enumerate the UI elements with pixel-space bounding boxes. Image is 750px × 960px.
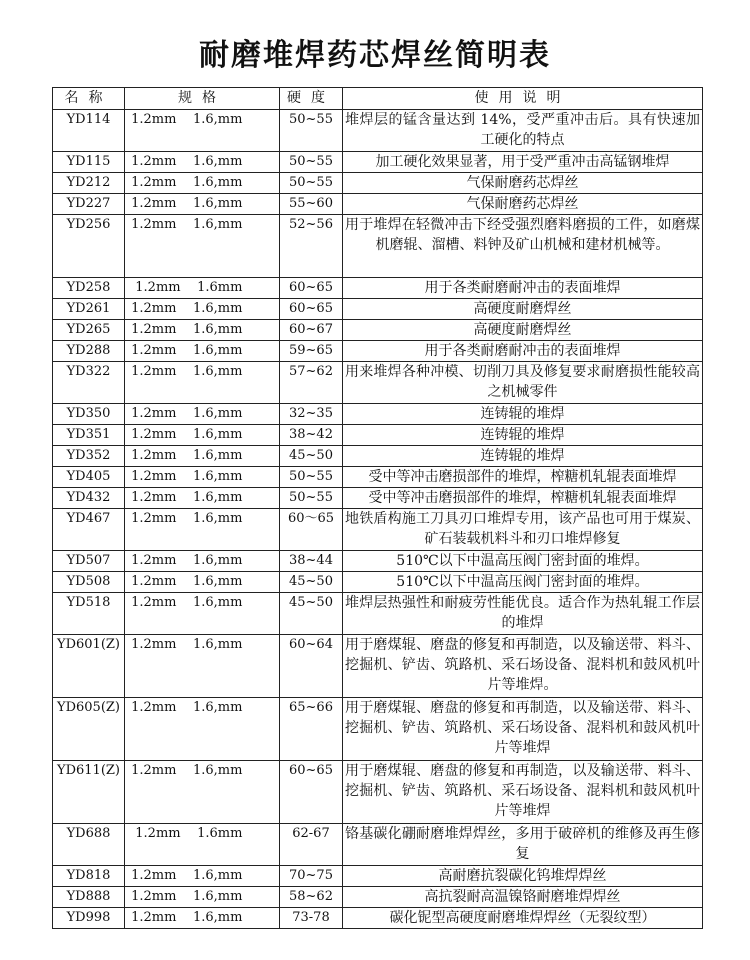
hardness-cell: 60～65 bbox=[280, 509, 343, 551]
table-row bbox=[53, 341, 703, 362]
size-cell: 1.2mm 1.6,mm bbox=[125, 593, 280, 635]
hardness-cell: 57~62 bbox=[280, 362, 343, 404]
usage-cell: 连铸辊的堆焊 bbox=[343, 425, 703, 446]
usage-cell: 气保耐磨药芯焊丝 bbox=[343, 194, 703, 215]
model-cell: YD688 bbox=[53, 824, 125, 866]
usage-cell: 碳化铌型高硬度耐磨堆焊焊丝（无裂纹型） bbox=[343, 908, 703, 929]
size-cell: 1.2mm 1.6,mm bbox=[125, 908, 280, 929]
hardness-cell: 45~50 bbox=[280, 446, 343, 467]
usage-cell: 用于各类耐磨耐冲击的表面堆焊 bbox=[343, 278, 703, 299]
size-cell: 1.2mm 1.6,mm bbox=[125, 341, 280, 362]
model-cell: YD601(Z) bbox=[53, 635, 125, 698]
table-row bbox=[53, 299, 703, 320]
usage-cell: 受中等冲击磨损部件的堆焊，榨糖机轧辊表面堆焊 bbox=[343, 467, 703, 488]
model-cell: YD518 bbox=[53, 593, 125, 635]
hardness-cell: 58~62 bbox=[280, 887, 343, 908]
model-cell: YD432 bbox=[53, 488, 125, 509]
model-cell: YD265 bbox=[53, 320, 125, 341]
usage-cell: 510℃以下中温高压阀门密封面的堆焊。 bbox=[343, 572, 703, 593]
usage-cell: 510℃以下中温高压阀门密封面的堆焊。 bbox=[343, 551, 703, 572]
hardness-cell: 38~42 bbox=[280, 425, 343, 446]
usage-cell: 用来堆焊各种冲模、切削刀具及修复要求耐磨损性能较高之机械零件 bbox=[343, 362, 703, 404]
size-cell: 1.2mm 1.6,mm bbox=[125, 866, 280, 887]
table-row bbox=[53, 278, 703, 299]
usage-cell: 铬基碳化硼耐磨堆焊焊丝，多用于破碎机的维修及再生修复 bbox=[343, 824, 703, 866]
table-row bbox=[53, 509, 703, 551]
hardness-cell: 45~50 bbox=[280, 593, 343, 635]
hardness-cell: 65~66 bbox=[280, 698, 343, 761]
size-cell: 1.2mm 1.6,mm bbox=[125, 404, 280, 425]
table-row bbox=[53, 761, 703, 824]
header-usage: 使用说明 bbox=[343, 88, 703, 110]
size-cell: 1.2mm 1.6,mm bbox=[125, 488, 280, 509]
table-row bbox=[53, 551, 703, 572]
hardness-cell: 50~55 bbox=[280, 488, 343, 509]
usage-cell: 地铁盾构施工刀具刃口堆焊专用，该产品也可用于煤炭、矿石装载机料斗和刃口堆焊修复 bbox=[343, 509, 703, 551]
hardness-cell: 70~75 bbox=[280, 866, 343, 887]
table-row bbox=[53, 467, 703, 488]
size-cell: 1.2mm 1.6,mm bbox=[125, 152, 280, 173]
table-row bbox=[53, 635, 703, 698]
hardness-cell: 50~55 bbox=[280, 152, 343, 173]
size-cell: 1.2mm 1.6,mm bbox=[125, 320, 280, 341]
model-cell: YD351 bbox=[53, 425, 125, 446]
hardness-cell: 73-78 bbox=[280, 908, 343, 929]
size-cell: 1.2mm 1.6,mm bbox=[125, 761, 280, 824]
model-cell: YD507 bbox=[53, 551, 125, 572]
table-row bbox=[53, 887, 703, 908]
usage-cell: 连铸辊的堆焊 bbox=[343, 404, 703, 425]
table-row bbox=[53, 698, 703, 761]
hardness-cell: 62-67 bbox=[280, 824, 343, 866]
model-cell: YD258 bbox=[53, 278, 125, 299]
table-row bbox=[53, 362, 703, 404]
model-cell: YD288 bbox=[53, 341, 125, 362]
hardness-cell: 60~65 bbox=[280, 299, 343, 320]
table-row bbox=[53, 593, 703, 635]
table-row bbox=[53, 425, 703, 446]
table-row bbox=[53, 488, 703, 509]
hardness-cell: 45~50 bbox=[280, 572, 343, 593]
usage-cell: 用于各类耐磨耐冲击的表面堆焊 bbox=[343, 341, 703, 362]
size-cell: 1.2mm 1.6,mm bbox=[125, 299, 280, 320]
table-row bbox=[53, 194, 703, 215]
model-cell: YD818 bbox=[53, 866, 125, 887]
model-cell: YD611(Z) bbox=[53, 761, 125, 824]
size-cell: 1.2mm 1.6mm bbox=[125, 824, 280, 866]
hardness-cell: 60~65 bbox=[280, 761, 343, 824]
usage-cell: 堆焊层的锰含量达到 14%，受严重冲击后。具有快速加工硬化的特点 bbox=[343, 110, 703, 152]
table-row bbox=[53, 110, 703, 152]
usage-cell: 高耐磨抗裂碳化钨堆焊焊丝 bbox=[343, 866, 703, 887]
size-cell: 1.2mm 1.6,mm bbox=[125, 551, 280, 572]
size-cell: 1.2mm 1.6,mm bbox=[125, 509, 280, 551]
size-cell: 1.2mm 1.6,mm bbox=[125, 215, 280, 278]
hardness-cell: 60~64 bbox=[280, 635, 343, 698]
model-cell: YD256 bbox=[53, 215, 125, 278]
model-cell: YD508 bbox=[53, 572, 125, 593]
model-cell: YD227 bbox=[53, 194, 125, 215]
usage-cell: 用于磨煤辊、磨盘的修复和再制造，以及输送带、料斗、挖掘机、铲齿、筑路机、采石场设备、混料机和鼓风机叶片等堆焊 bbox=[343, 761, 703, 824]
size-cell: 1.2mm 1.6,mm bbox=[125, 887, 280, 908]
spec-table bbox=[52, 87, 703, 929]
hardness-cell: 55~60 bbox=[280, 194, 343, 215]
model-cell: YD322 bbox=[53, 362, 125, 404]
hardness-cell: 60~65 bbox=[280, 278, 343, 299]
size-cell: 1.2mm 1.6,mm bbox=[125, 110, 280, 152]
usage-cell: 高抗裂耐高温镍铬耐磨堆焊焊丝 bbox=[343, 887, 703, 908]
usage-cell: 堆焊层热强性和耐疲劳性能优良。适合作为热轧辊工作层的堆焊 bbox=[343, 593, 703, 635]
model-cell: YD467 bbox=[53, 509, 125, 551]
model-cell: YD605(Z) bbox=[53, 698, 125, 761]
header-model: 名称 bbox=[53, 88, 125, 110]
size-cell: 1.2mm 1.6,mm bbox=[125, 446, 280, 467]
hardness-cell: 50~55 bbox=[280, 110, 343, 152]
size-cell: 1.2mm 1.6,mm bbox=[125, 173, 280, 194]
size-cell: 1.2mm 1.6mm bbox=[125, 278, 280, 299]
table-row bbox=[53, 446, 703, 467]
size-cell: 1.2mm 1.6,mm bbox=[125, 467, 280, 488]
table-row bbox=[53, 173, 703, 194]
usage-cell: 高硬度耐磨焊丝 bbox=[343, 299, 703, 320]
table-header-row bbox=[53, 88, 703, 110]
model-cell: YD114 bbox=[53, 110, 125, 152]
table-row bbox=[53, 404, 703, 425]
page-title: 耐磨堆焊药芯焊丝简明表 bbox=[199, 38, 551, 73]
table-row bbox=[53, 908, 703, 929]
model-cell: YD352 bbox=[53, 446, 125, 467]
usage-cell: 连铸辊的堆焊 bbox=[343, 446, 703, 467]
table-row bbox=[53, 572, 703, 593]
header-hardness: 硬度 bbox=[280, 88, 343, 110]
header-size: 规格 bbox=[125, 88, 280, 110]
model-cell: YD405 bbox=[53, 467, 125, 488]
table-row bbox=[53, 824, 703, 866]
hardness-cell: 50~55 bbox=[280, 467, 343, 488]
model-cell: YD212 bbox=[53, 173, 125, 194]
size-cell: 1.2mm 1.6,mm bbox=[125, 698, 280, 761]
table-row bbox=[53, 215, 703, 278]
hardness-cell: 50~55 bbox=[280, 173, 343, 194]
usage-cell: 高硬度耐磨焊丝 bbox=[343, 320, 703, 341]
usage-cell: 气保耐磨药芯焊丝 bbox=[343, 173, 703, 194]
model-cell: YD350 bbox=[53, 404, 125, 425]
size-cell: 1.2mm 1.6,mm bbox=[125, 572, 280, 593]
table-row bbox=[53, 320, 703, 341]
hardness-cell: 60~67 bbox=[280, 320, 343, 341]
model-cell: YD115 bbox=[53, 152, 125, 173]
model-cell: YD888 bbox=[53, 887, 125, 908]
hardness-cell: 38~44 bbox=[280, 551, 343, 572]
usage-cell: 用于磨煤辊、磨盘的修复和再制造，以及输送带、料斗、挖掘机、铲齿、筑路机、采石场设备、混料机和鼓风机叶片等堆焊。 bbox=[343, 635, 703, 698]
size-cell: 1.2mm 1.6,mm bbox=[125, 425, 280, 446]
size-cell: 1.2mm 1.6,mm bbox=[125, 635, 280, 698]
hardness-cell: 32~35 bbox=[280, 404, 343, 425]
usage-cell: 受中等冲击磨损部件的堆焊，榨糖机轧辊表面堆焊 bbox=[343, 488, 703, 509]
usage-cell: 加工硬化效果显著，用于受严重冲击高锰钢堆焊 bbox=[343, 152, 703, 173]
model-cell: YD261 bbox=[53, 299, 125, 320]
size-cell: 1.2mm 1.6,mm bbox=[125, 362, 280, 404]
usage-cell: 用于磨煤辊、磨盘的修复和再制造，以及输送带、料斗、挖掘机、铲齿、筑路机、采石场设备、混料机和鼓风机叶片等堆焊 bbox=[343, 698, 703, 761]
hardness-cell: 52~56 bbox=[280, 215, 343, 278]
model-cell: YD998 bbox=[53, 908, 125, 929]
size-cell: 1.2mm 1.6,mm bbox=[125, 194, 280, 215]
usage-cell: 用于堆焊在轻微冲击下经受强烈磨料磨损的工件，如磨煤机磨辊、溜槽、料钟及矿山机械和建材机械等。 bbox=[343, 215, 703, 278]
table-row bbox=[53, 152, 703, 173]
table-row bbox=[53, 866, 703, 887]
hardness-cell: 59~65 bbox=[280, 341, 343, 362]
